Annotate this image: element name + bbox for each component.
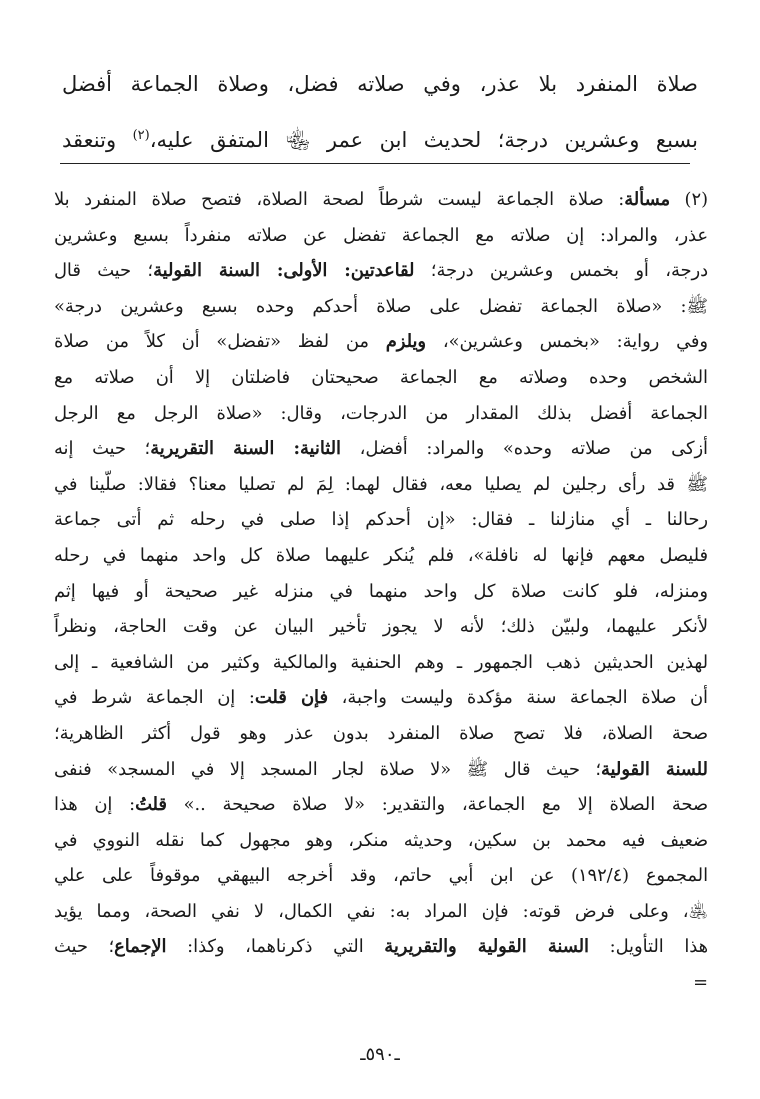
main-line-text: بسبع وعشرين درجة؛ لحديث ابن عمر ﵄ المتفق عليه، xyxy=(149,128,698,152)
bold-term: مسألة xyxy=(624,189,670,210)
footnote-line: لهذين الحديثين ذهب الجمهور ـ وهم الحنفية والمالكية وكثير من الشافعية ـ إلى xyxy=(54,651,708,673)
page-number: ـ٥٩٠ـ xyxy=(360,1044,400,1065)
footnote-line: ومنزله، فلو كانت صلاة كل واحد منهما في منزله غير صحيحة أو فيها إثم xyxy=(54,580,708,602)
continuation-mark: = xyxy=(693,972,708,994)
footnote-line xyxy=(54,787,708,823)
footnote-line: ﵁، وعلى فرض قوته: فإن المراد به: نفي الكمال، لا نفي الصحة، ومما يؤيد xyxy=(54,900,708,922)
bold-term: الإجماع xyxy=(114,936,167,958)
footnote xyxy=(54,182,708,1001)
main-line: صلاة المنفرد بلا عذر، وفي صلاته فضل، وصلاة الجماعة أفضل xyxy=(62,72,698,96)
bold-term: السنة القولية والتقريرية xyxy=(384,936,589,958)
footnote-text: ؛ حيث xyxy=(54,936,115,958)
footnote-text: ؛ حيث قال xyxy=(54,260,154,282)
footnote-text: وفي رواية: «بخمس وعشرين»، xyxy=(426,331,708,353)
main-line-text: وتنعقد xyxy=(62,128,133,152)
footnote-line: الجماعة أفضل بذلك المقدار من الدرجات، وقال: «صلاة الرجل مع الرجل xyxy=(54,402,708,424)
footnote-text: صحة الصلاة إلا مع الجماعة، والتقدير: «لا صلاة صحيحة ..» xyxy=(166,794,708,816)
footnote-line: الشخص وحده وصلاته مع الجماعة صحيحتان فاضلتان إلا أن صلاته مع xyxy=(54,366,708,388)
footnote-line xyxy=(54,431,708,467)
footnote-line xyxy=(54,324,708,360)
footnote-marker: (٢) xyxy=(669,189,708,210)
footnote-line: رحالنا ـ أي منازلنا ـ فقال: «إن أحدكم إذا صلى في رحله ثم أتى جماعة xyxy=(54,509,708,531)
footnote-line: ﷺ: «صلاة الجماعة تفضل على صلاة أحدكم وحده بسبع وعشرين درجة» xyxy=(54,295,708,317)
bold-term: للسنة القولية xyxy=(601,758,708,780)
footnote-line: ﷺ قد رأى رجلين لم يصليا معه، فقال لهما: لِمَ لم تصليا معنا؟ فقالا: صلّينا في xyxy=(54,473,708,495)
footnote-line xyxy=(54,253,708,289)
bold-term: لقاعدتين: الأولى: السنة القولية xyxy=(153,260,415,282)
footnote-line: لأنكر عليهما، ولبيّن ذلك؛ لأنه لا يجوز تأخير البيان عن وقت الحاجة، ونظراً xyxy=(54,616,708,638)
footnote-line: صحة الصلاة، فلا تصح صلاة المنفرد بدون عذر وهو قول أكثر الظاهرية؛ xyxy=(54,722,708,744)
footnote-text: : إن الجماعة شرط في xyxy=(54,687,255,709)
footnote-text: : صلاة الجماعة ليست شرطاً لصحة الصلاة، فتصح صلاة المنفرد بلا xyxy=(54,189,625,210)
footnote-line: المجموع (١٩٢/٤) عن ابن أبي حاتم، وقد أخرجه البيهقي موقوفاً على علي xyxy=(54,865,709,887)
footnote-reference[interactable]: (٢) xyxy=(132,128,150,143)
footnote-text: من لفظ «تفضل» أن كلاً من صلاة xyxy=(54,331,386,353)
footnote-line: عذر، والمراد: إن صلاته مع الجماعة تفضل عن صلاته منفرداً بسبع وعشرين xyxy=(54,224,708,246)
footnote-text: : إن هذا xyxy=(54,794,136,816)
bold-term: ويلزم xyxy=(385,331,427,353)
footnote-separator xyxy=(60,163,690,164)
footnote-text: درجة، أو بخمس وعشرين درجة؛ xyxy=(414,260,709,282)
footnote-text: هذا التأويل: xyxy=(588,936,709,958)
footnote-text: ؛ حيث قال ﷺ «لا صلاة لجار المسجد إلا في المسجد» فنفى xyxy=(54,758,601,780)
footnote-text: أزكى من صلاته وحده» والمراد: أفضل، xyxy=(341,438,708,460)
footnote-line: فليصل معهم فإنها له نافلة»، فلم يُنكر عليهما صلاة كل واحد منهما في رحله xyxy=(54,544,708,566)
main-text xyxy=(62,58,698,162)
bold-term: قلتُ xyxy=(135,794,167,816)
footnote-line xyxy=(54,182,708,218)
footnote-line: ضعيف فيه محمد بن سكين، وحديثه منكر، وهو مجهول كما نقله النووي في xyxy=(54,829,708,851)
bold-term: فإن قلت xyxy=(254,687,328,709)
footnote-text: أن صلاة الجماعة سنة مؤكدة وليست واجبة، xyxy=(327,687,709,709)
footnote-line xyxy=(54,929,708,965)
footnote-line xyxy=(54,752,708,788)
footnote-text: التي ذكرناهما، وكذا: xyxy=(166,936,385,958)
main-line xyxy=(62,110,698,162)
bold-term: الثانية: السنة التقريرية xyxy=(150,438,341,460)
footnote-line xyxy=(54,680,708,716)
footnote-text: ؛ حيث إنه xyxy=(54,438,151,460)
